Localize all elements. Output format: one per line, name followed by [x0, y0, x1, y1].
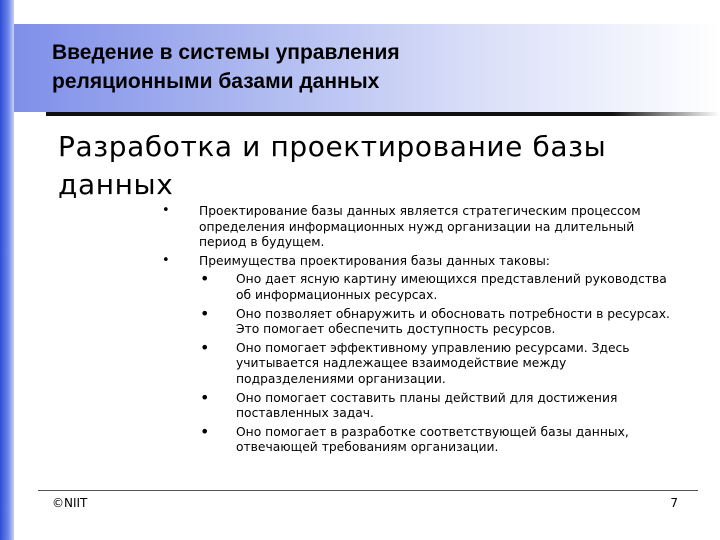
sub-bullet-item-2 [200, 303, 682, 338]
sub-bullet-item-5 [200, 421, 682, 456]
bullet-dot-icon: • [162, 252, 170, 268]
header-divider-fade [612, 112, 720, 116]
bullet-item-1 [162, 203, 685, 251]
sub-bullet-text: Оно помогает эффективному управлению ресурсами. Здесь учитывается надлежащее взаимодействие между подразделениями организации. [236, 340, 630, 386]
sub-bullet-text: Оно дает ясную картину имеющихся представлений руководства об информационных ресурсах. [236, 272, 667, 302]
bullet-text: Преимущества проектирования базы данных таковы: [199, 253, 550, 268]
slide-title-line-2: данных [58, 168, 174, 201]
sub-bullet-text: Оно помогает в разработке соответствующей базы данных, отвечающей требованиям организации. [236, 424, 629, 455]
sub-bullet-dot-icon: • [200, 303, 210, 323]
sub-bullet-item-4 [200, 387, 682, 422]
footer-copyright: ©NIIT [52, 496, 88, 510]
slide-title [58, 128, 698, 204]
page-number: 7 [670, 496, 678, 510]
sub-bullet-dot-icon: • [200, 337, 210, 357]
sub-bullet-item-3 [200, 337, 682, 388]
bullet-item-2 [162, 252, 685, 270]
sub-bullet-dot-icon: • [200, 269, 210, 289]
footer-divider [38, 490, 698, 491]
sub-bullet-text: Оно помогает составить планы действий для достижения поставленных задач. [236, 390, 618, 421]
slide-title-line-1: Разработка и проектирование базы [58, 130, 607, 163]
sub-bullet-dot-icon: • [200, 421, 210, 441]
sub-bullet-item-1 [200, 269, 682, 303]
course-title-line-2: реляционными базами данных [52, 70, 380, 93]
course-title-line-1: Введение в системы управления [52, 41, 400, 64]
bullet-text: Проектирование базы данных является стратегическим процессом определения информационных нужд организации на длительный период в будущем. [199, 204, 641, 250]
bullet-dot-icon: • [162, 203, 170, 218]
bullet-content [0, 204, 720, 459]
sub-bullet-dot-icon: • [200, 387, 210, 407]
sub-bullet-text: Оно позволяет обнаружить и обосновать потребности в ресурсах. Это помогает обеспечить доступность ресурсов. [236, 306, 670, 337]
header-divider [46, 112, 612, 116]
course-title [52, 38, 612, 96]
